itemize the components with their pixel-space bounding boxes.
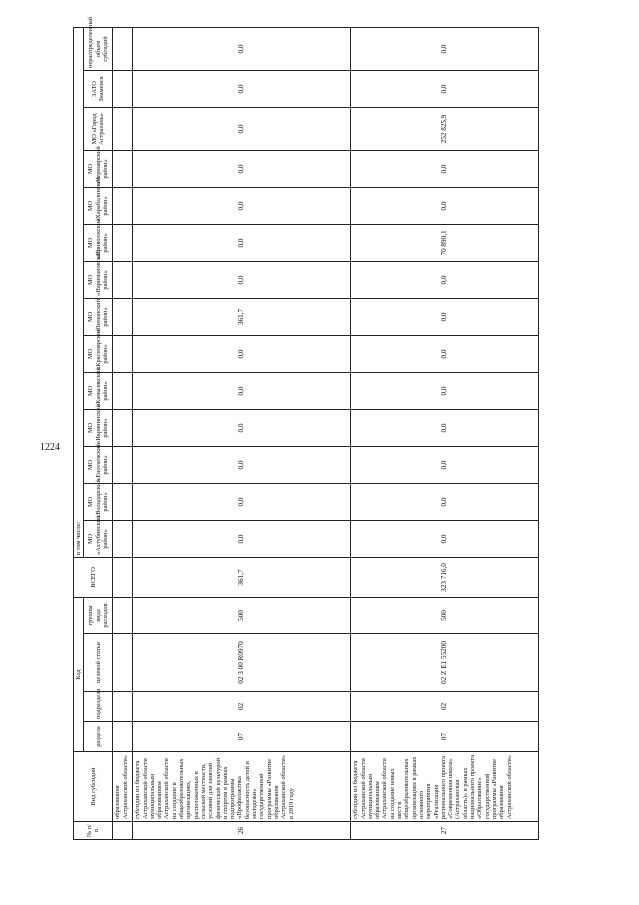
row-mo-value: 0,0 (351, 409, 539, 446)
header-mo: МО «Приволжский район» (84, 224, 113, 261)
row-mo-value: 0,0 (351, 483, 539, 520)
row-mo-value: 0,0 (351, 520, 539, 557)
row-mo-value: 0,0 (133, 483, 351, 520)
row-mo-value: 70 890,1 (351, 224, 539, 261)
header-razdel: раздела (84, 722, 113, 752)
row-mo-value: 0,0 (133, 224, 351, 261)
header-mo: МО «Енотаевский район» (84, 446, 113, 483)
row-mo-value: 0,0 (133, 107, 351, 150)
page-number: 1224 (40, 442, 60, 453)
row-podrazdel: 02 (133, 692, 351, 722)
header-mo: МО «Харабалинский район» (84, 187, 113, 224)
row-mo-value: 0,0 (133, 27, 351, 70)
row-mo-value: 0,0 (351, 446, 539, 483)
row-mo-value: 0,0 (351, 298, 539, 335)
row-vsego: 361,7 (133, 557, 351, 597)
row-vr: 500 (351, 597, 539, 633)
row-mo-value: 0,0 (133, 150, 351, 187)
row-csr: 02 3 00 R0970 (133, 634, 351, 692)
header-vr: группы вида расходов (84, 597, 113, 633)
row-mo-value: 0,0 (351, 27, 539, 70)
cont-num (113, 822, 133, 840)
row-mo-value: 0,0 (133, 372, 351, 409)
row-type: субсидии из бюджета Астраханской области муниципальным образованиям Астраханской области на создание новых мест в общеобразовательных организациях в рамках основного мероприятия «Реализация регионального проекта «Современная школа» (Астраханская область)» в рамках национального проекта «Образование» государственной программы «Развитие образования Астраханской области» (351, 752, 539, 822)
subsidy-table-rotated (73, 16, 583, 840)
cont-type: образования Астраханской области» (113, 752, 133, 822)
header-mo: МО «Камызякский район» (84, 372, 113, 409)
header-mo: МО «Лиманский район» (84, 298, 113, 335)
header-mo: МО «Красноярский район» (84, 335, 113, 372)
row-mo-value: 361,7 (133, 298, 351, 335)
header-csr: целевой статьи (84, 634, 113, 692)
row-mo-value: 0,0 (351, 261, 539, 298)
row-razdel: 07 (133, 722, 351, 752)
row-mo-value: 252 825,9 (351, 107, 539, 150)
row-mo-value: 0,0 (133, 409, 351, 446)
row-mo-value: 0,0 (133, 446, 351, 483)
row-razdel: 07 (351, 722, 539, 752)
row-csr: 02 Z E1 55200 (351, 634, 539, 692)
header-type: Вид субсидий (74, 752, 113, 822)
row-vsego: 323 716,0 (351, 557, 539, 597)
header-in-total: в том числе: (74, 27, 84, 557)
header-mo: нераспределенный объем субсидий (84, 27, 113, 70)
header-mo: МО «Черноярский район» (84, 150, 113, 187)
row-mo-value: 0,0 (351, 335, 539, 372)
header-vsego: ВСЕГО (74, 557, 113, 597)
row-mo-value: 0,0 (351, 372, 539, 409)
row-mo-value: 0,0 (133, 520, 351, 557)
header-mo: МО «Город Астрахань» (84, 107, 113, 150)
row-mo-value: 0,0 (133, 261, 351, 298)
row-type: субсидии из бюджета Астраханской области муниципальным образованиям Астраханской области на создание в общеобразовательных организациях, расположенных в сельской местности, условий для занятий физической культурой и спортом в рамках подпрограммы «Профилактика безопасность детей и молодежи» государственной программы «Развитие образования Астраханской области» в 2019 году (133, 752, 351, 822)
row-vr: 500 (133, 597, 351, 633)
row-mo-value: 0,0 (133, 70, 351, 107)
header-mo: МО «Наримановский район» (84, 261, 113, 298)
row-mo-value: 0,0 (133, 335, 351, 372)
header-podrazdel: подраздела (84, 692, 113, 722)
header-kod: Код (74, 597, 84, 751)
row-mo-value: 0,0 (351, 187, 539, 224)
row-mo-value: 0,0 (351, 150, 539, 187)
row-podrazdel: 02 (351, 692, 539, 722)
subsidy-table (73, 16, 539, 840)
row-num: 27 (351, 822, 539, 840)
header-mo: МО «Икрянинский район» (84, 409, 113, 446)
row-mo-value: 0,0 (133, 187, 351, 224)
table-row (133, 27, 351, 839)
header-num: № п/п (74, 822, 113, 840)
header-mo: ЗАТО Знаменск (84, 70, 113, 107)
header-mo: МО «Ахтубинский район» (84, 520, 113, 557)
table-row (351, 27, 539, 839)
header-mo: МО «Володарский район» (84, 483, 113, 520)
row-num: 26 (133, 822, 351, 840)
row-mo-value: 0,0 (351, 70, 539, 107)
